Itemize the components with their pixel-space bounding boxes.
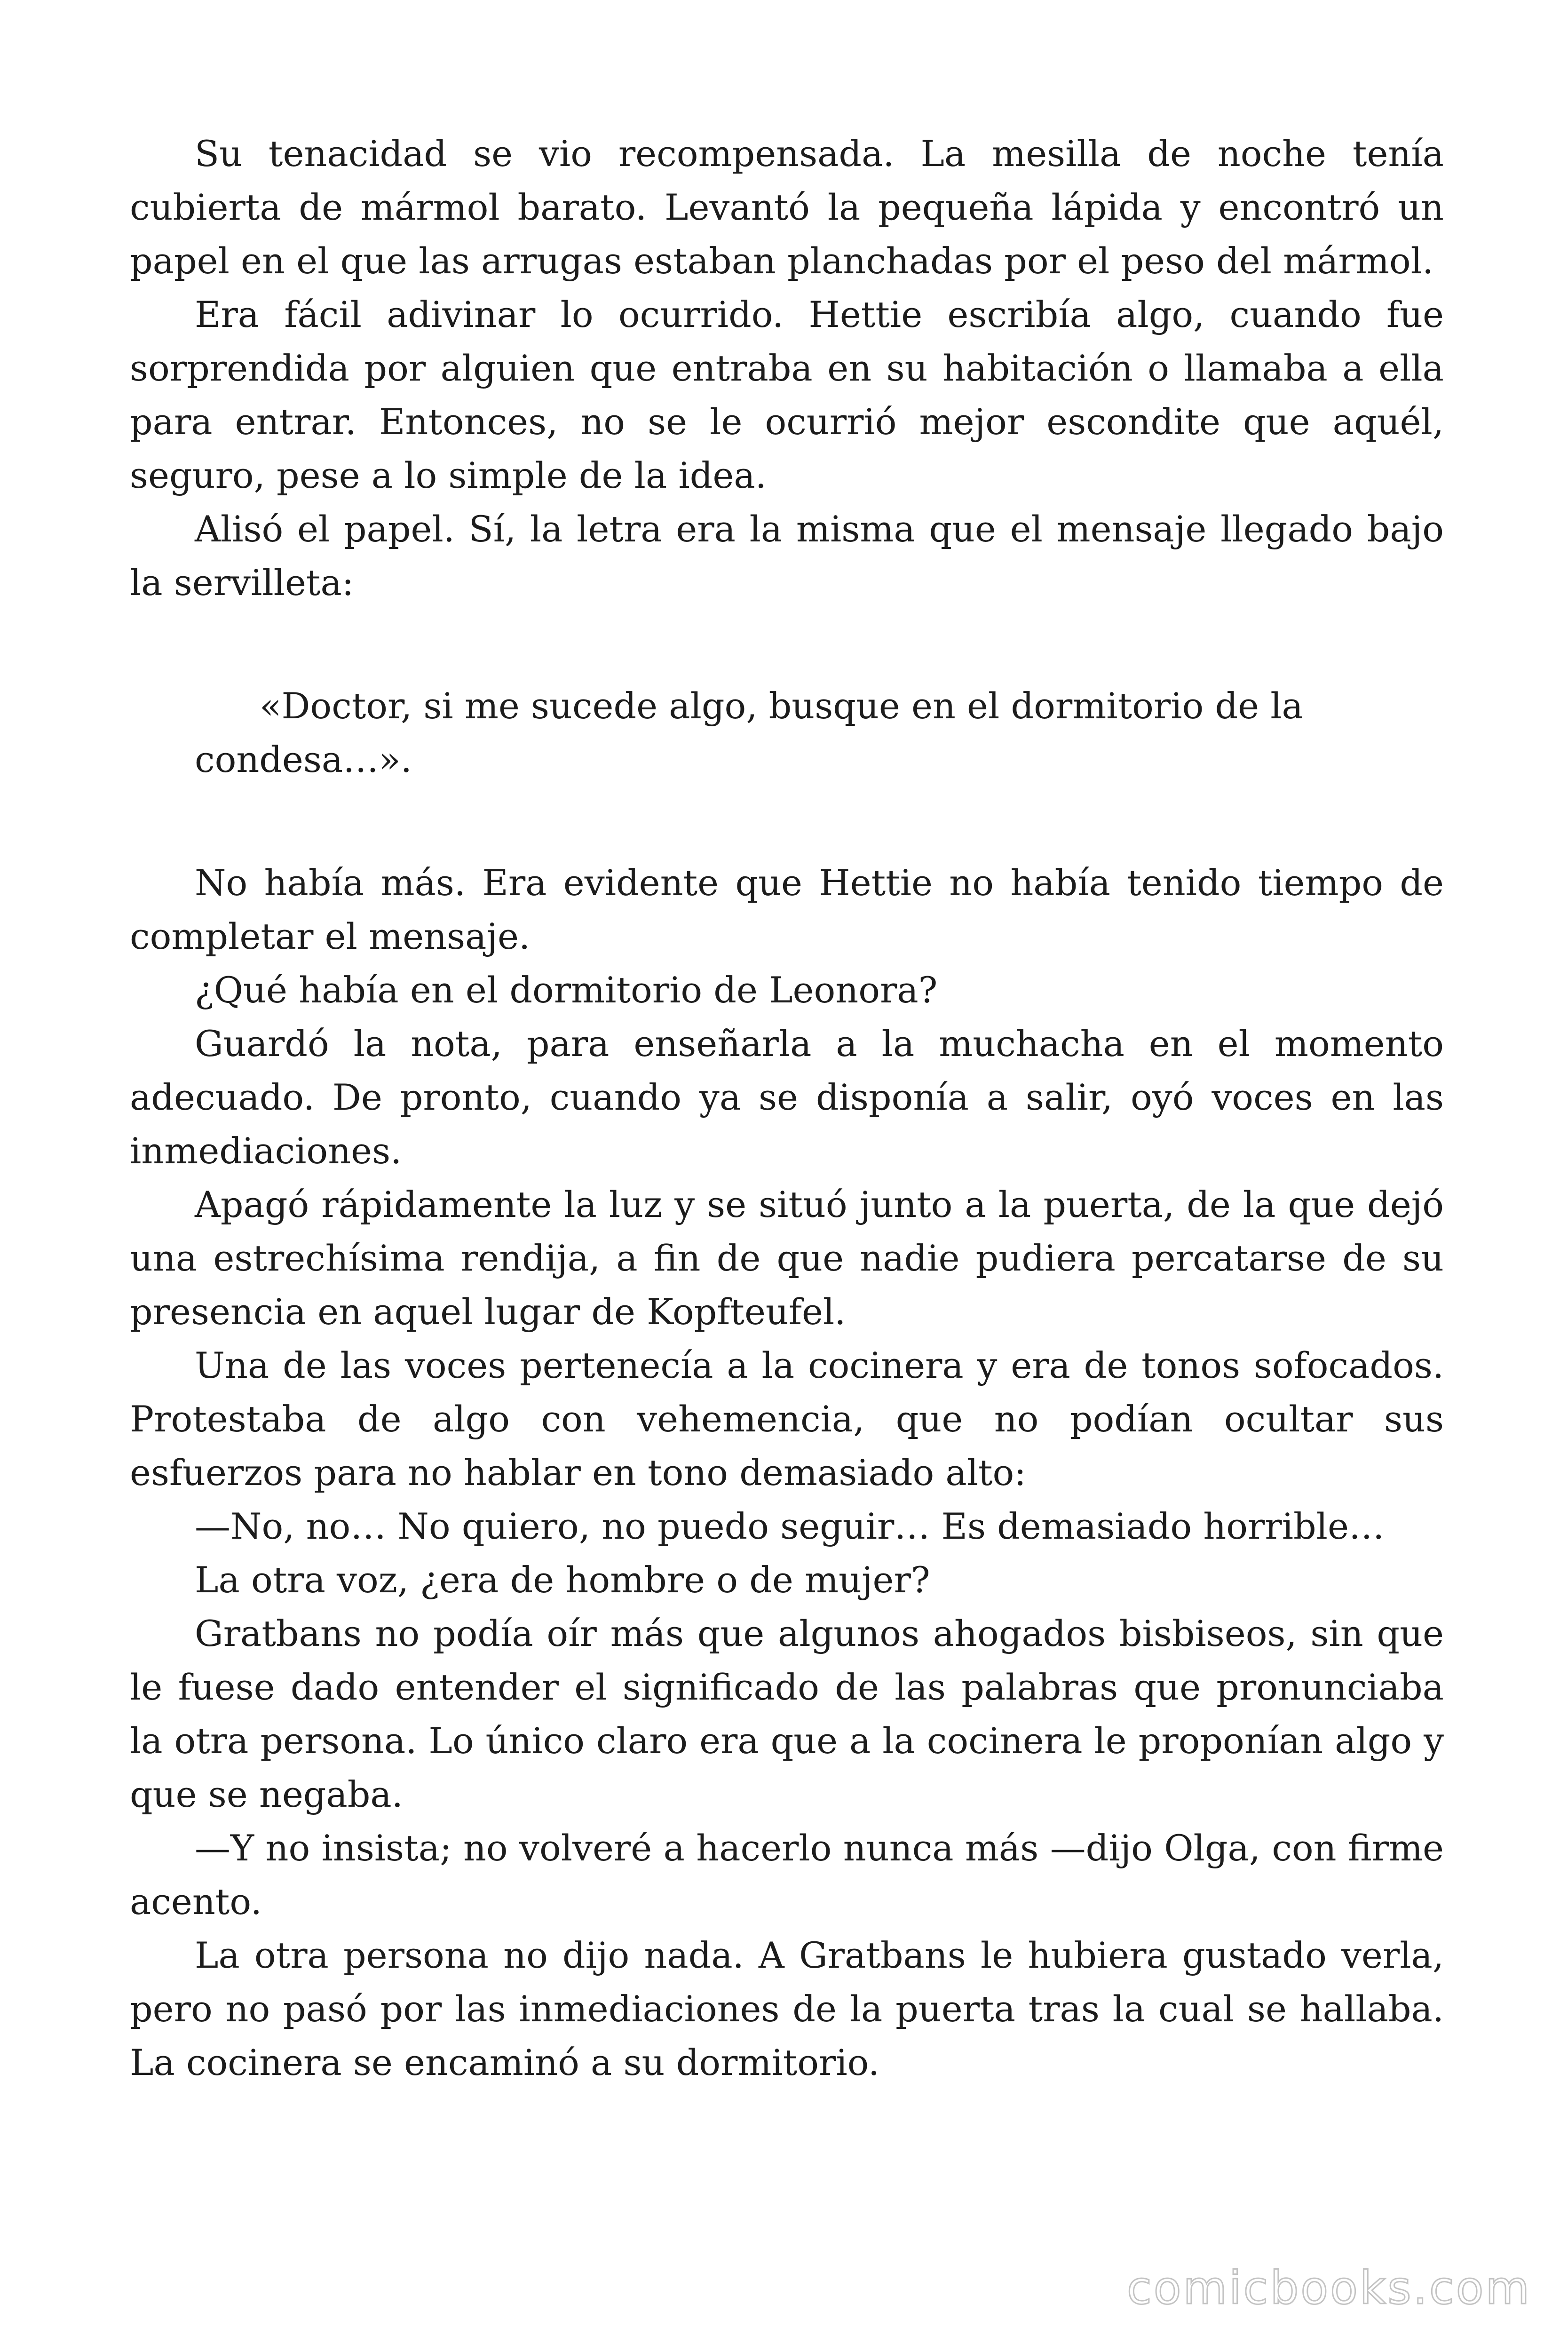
paragraph: Su tenacidad se vio recompensada. La mesilla de noche tenía cubierta de mármol barato. Levantó la pequeña lápida y encontró un papel en el que las arrugas estaban planchadas por el peso del mármol. [130, 133, 1444, 282]
quoted-note: «Doctor, si me sucede algo, busque en el dormitorio de la condesa…». [195, 685, 1303, 780]
paragraph: ¿Qué había en el dormitorio de Leonora? [195, 969, 938, 1011]
paragraph: La otra persona no dijo nada. A Gratbans le hubiera gustado verla, pero no pasó por las inmediaciones de la puerta tras la cual se hallaba. La cocinera se encaminó a su dormitorio. [130, 1934, 1444, 2083]
dialogue-line: —No, no… No quiero, no puedo seguir… Es demasiado horrible… [195, 1505, 1385, 1547]
paragraph: Guardó la nota, para enseñarla a la muchacha en el momento adecuado. De pronto, cuando ya se disponía a salir, oyó voces en las inmediaciones. [130, 1023, 1444, 1172]
dialogue-line: —Y no insista; no volveré a hacerlo nunca más —dijo Olga, con firme acento. [130, 1827, 1444, 1923]
watermark: comicbooks.com [1126, 2262, 1531, 2314]
paragraph: Gratbans no podía oír más que algunos ahogados bisbiseos, sin que le fuese dado entender el significado de las palabras que pronunciaba la otra persona. Lo único claro era que a la cocinera le proponían algo y que se negaba. [130, 1613, 1444, 1815]
paragraph: Una de las voces pertenecía a la cocinera y era de tonos sofocados. Protestaba de algo con vehemencia, que no podían ocultar sus esfuerzos para no hablar en tono demasiado alto: [130, 1344, 1444, 1494]
paragraph: No había más. Era evidente que Hettie no había tenido tiempo de completar el mensaje. [130, 862, 1444, 957]
paragraph: Apagó rápidamente la luz y se situó junto a la puerta, de la que dejó una estrechísima rendija, a fin de que nadie pudiera percatarse de su presencia en aquel lugar de Kopfteufel. [130, 1184, 1444, 1333]
paragraph: Alisó el papel. Sí, la letra era la misma que el mensaje llegado bajo la servilleta: [130, 508, 1444, 604]
paragraph: Era fácil adivinar lo ocurrido. Hettie escribía algo, cuando fue sorprendida por alguien que entraba en su habitación o llamaba a ella para entrar. Entonces, no se le ocurrió mejor escondite que aquél, seguro, pese a lo simple de la idea. [130, 294, 1444, 496]
paragraph: La otra voz, ¿era de hombre o de mujer? [195, 1559, 930, 1601]
book-page [130, 127, 1444, 2090]
